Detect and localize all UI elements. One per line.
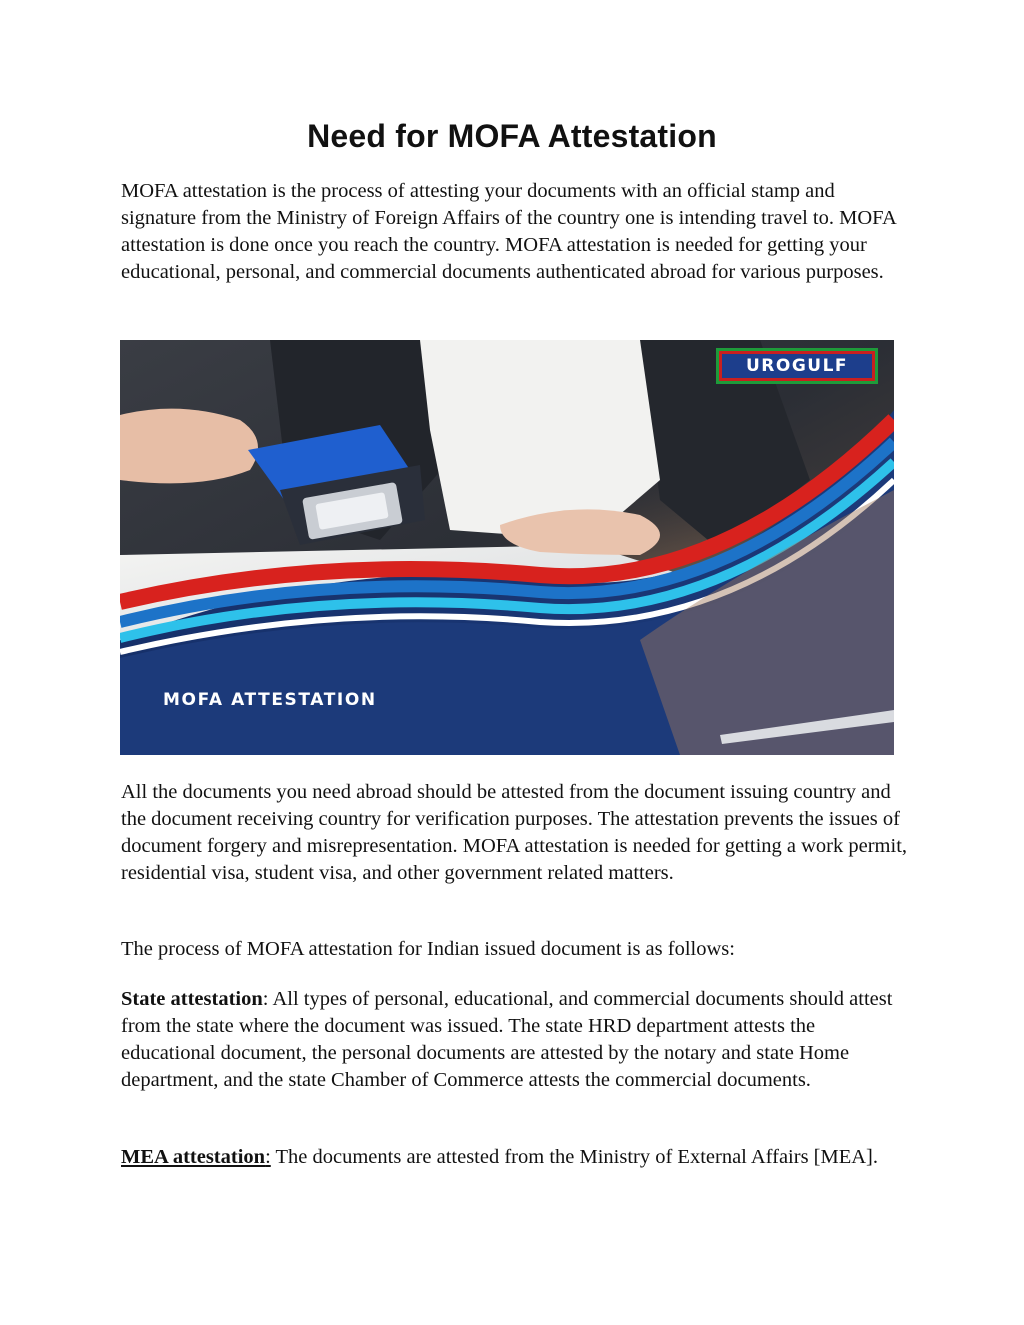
mea-attestation-text: The documents are attested from the Ministry of External Affairs [MEA].	[270, 1146, 879, 1168]
logo-text: UROGULF	[722, 354, 872, 378]
mea-attestation-separator: :	[265, 1146, 271, 1168]
intro-paragraph: MOFA attestation is the process of attesting your documents with an official stamp and signature from the Ministry of Foreign Affairs of the country one is intending travel to. MOFA attestation is done once you reach the country. MOFA attestation is needed for getting your educational, personal, and commercial documents authenticated abroad for various purposes.	[121, 180, 896, 283]
state-attestation-paragraph	[121, 986, 911, 1094]
mea-attestation-term: MEA attestation	[121, 1146, 266, 1168]
banner-caption: MOFA ATTESTATION	[163, 690, 377, 710]
state-attestation-text: All types of personal, educational, and commercial documents should attest from the state where the document was issued. The state HRD department attests the educational document, the personal documents are attested by the notary and state Home department, and the state Chamber of Commerce attests the commercial documents.	[121, 988, 893, 1091]
mofa-attestation-banner-image	[120, 340, 894, 755]
documents-paragraph: All the documents you need abroad should be attested from the document issuing country and the document receiving country for verification purposes. The attestation prevents the issues of document forgery and misrepresentation. MOFA attestation is needed for getting a work permit, residential visa, student visa, and other government related matters.	[121, 781, 908, 884]
page-title: Need for MOFA Attestation	[307, 118, 717, 154]
state-attestation-term: State attestation	[121, 988, 263, 1010]
mea-attestation-paragraph	[121, 1144, 911, 1171]
state-attestation-separator: :	[262, 988, 269, 1010]
urogulf-logo	[716, 348, 878, 384]
process-intro-paragraph: The process of MOFA attestation for Indian issued document is as follows:	[121, 938, 735, 960]
